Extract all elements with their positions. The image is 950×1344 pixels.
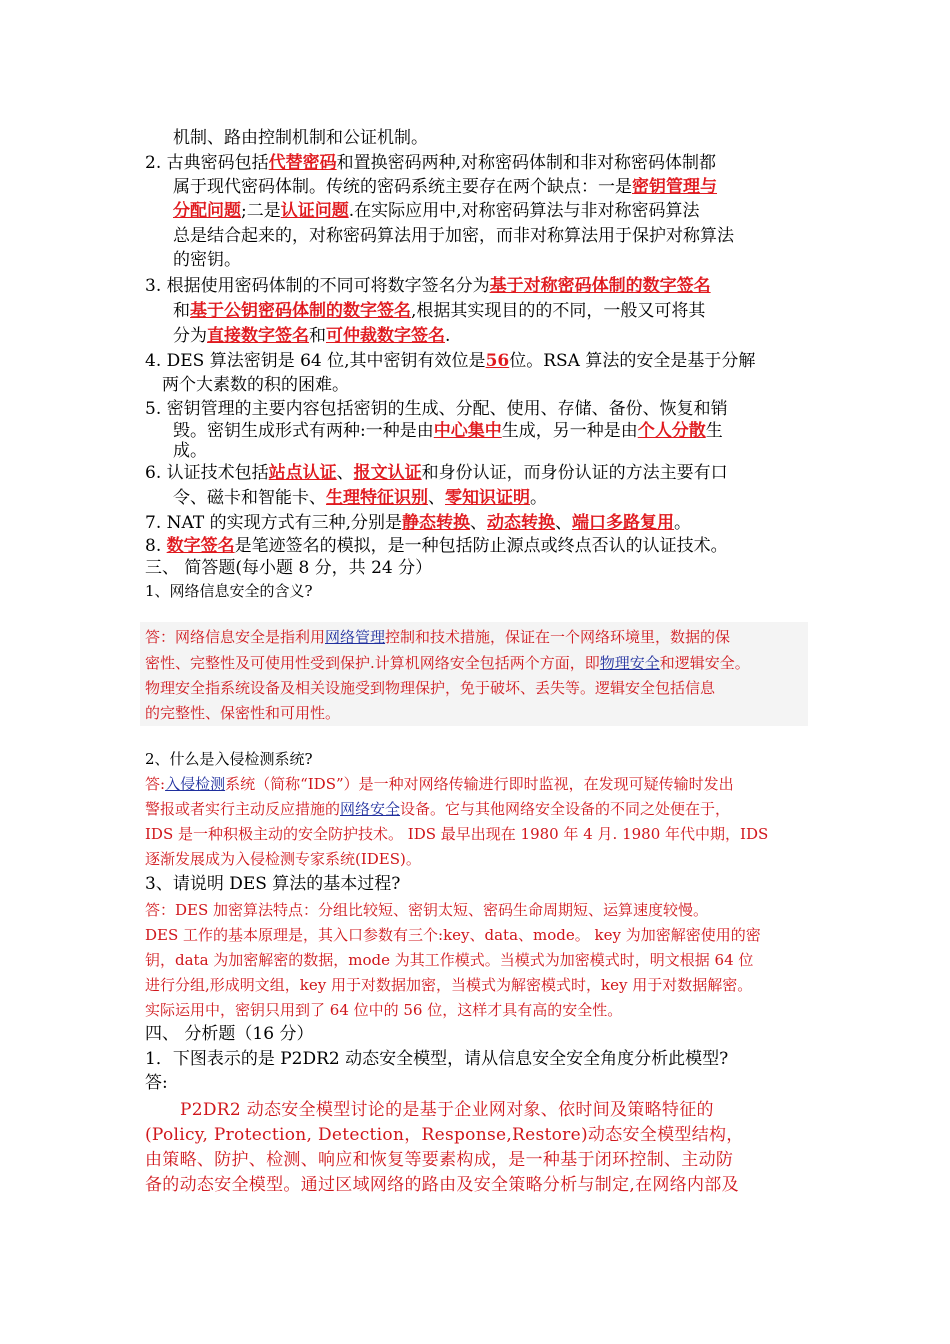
question-text: 、 <box>336 463 354 483</box>
answer-blank: 基于公钥密码体制的数字签名 <box>190 301 411 321</box>
question-number: 7. <box>145 513 162 533</box>
network-security-link[interactable]: 网络安全 <box>340 800 401 818</box>
question-text: 生成，另一种是由 <box>501 421 638 441</box>
question-7-line-1 <box>145 512 691 534</box>
question-3-line-3 <box>173 325 450 347</box>
answer-text: 和逻辑安全。 <box>659 654 750 672</box>
answer-text: 控制和技术措施，保证在一个网络环境里，数据的保 <box>385 628 731 646</box>
question-8-line-1 <box>145 535 728 557</box>
answer-text: 答: <box>145 775 166 793</box>
question-text: 毁。密钥生成形式有两种:一种是由 <box>173 421 434 441</box>
answer-blank: 报文认证 <box>353 463 422 483</box>
answer-3-line-4: 进行分组,形成明文组，key 用于对数据加密，当模式为解密模式时，key 用于对数据解密。 <box>145 976 753 994</box>
question-text: .在实际应用中,对称密码算法与非对称密码算法 <box>348 201 700 221</box>
question-4-line-2: 两个大素数的积的困难。 <box>162 375 349 395</box>
question-3-line-2 <box>173 300 705 322</box>
section-4-question-1: 1．下图表示的是 P2DR2 动态安全模型，请从信息安全安全角度分析此模型? <box>145 1049 729 1069</box>
question-text: 认证技术包括 <box>166 463 269 483</box>
answer-3-line-2: DES 工作的基本原理是，其入口参数有三个:key、data、mode。 key 为加密解密使用的密 <box>145 926 761 944</box>
question-text: 令、磁卡和智能卡、 <box>173 488 326 508</box>
answer-3-line-5: 实际运用中，密钥只用到了 64 位中的 56 位，这样才具有高的安全性。 <box>145 1001 623 1019</box>
question-text: 根据使用密码体制的不同可将数字签名分为 <box>166 276 490 296</box>
question-text: . <box>445 326 451 346</box>
question-text: 和身份认证，而身份认证的方法主要有口 <box>421 463 728 483</box>
question-text: 和置换密码两种,对称密码体制和非对称密码体制都 <box>336 153 717 173</box>
intrusion-detection-link[interactable]: 入侵检测 <box>165 775 226 793</box>
question-text: 古典密码包括 <box>166 153 269 173</box>
answer-text: 密性、完整性及可使用性受到保护.计算机网络安全包括两个方面，即 <box>145 654 600 672</box>
question-number: 6. <box>145 463 162 483</box>
analysis-line-1: P2DR2 动态安全模型讨论的是基于企业网对象、依时间及策略特征的 <box>180 1100 714 1120</box>
question-4-line-1 <box>145 350 755 372</box>
question-text: 生 <box>705 421 723 441</box>
question-text: NAT 的实现方式有三种,分别是 <box>166 513 403 533</box>
network-management-link[interactable]: 网络管理 <box>325 628 386 646</box>
section-4-heading: 四、 分析题（16 分） <box>145 1024 314 1044</box>
answer-blank: 代替密码 <box>268 153 337 173</box>
question-number: 5. <box>145 399 162 419</box>
question-text: 位。RSA 算法的安全是基于分解 <box>509 351 756 371</box>
answer-1-line-1 <box>145 626 730 648</box>
question-text: 、 <box>470 513 488 533</box>
question-6-line-2 <box>173 487 547 509</box>
question-number: 8. <box>145 536 162 556</box>
question-2-line-1 <box>145 152 716 174</box>
question-3-line-1 <box>145 275 711 297</box>
answer-blank: 端口多路复用 <box>572 513 675 533</box>
answer-text: 系统（简称“IDS”）是一种对网络传输进行即时监视，在发现可疑传输时发出 <box>225 775 734 793</box>
answer-blank: 基于对称密码体制的数字签名 <box>489 276 711 296</box>
answer-blank: 可仲裁数字签名 <box>326 326 445 346</box>
question-text: 4. DES 算法密钥是 64 位,其中密钥有效位是 <box>145 351 486 371</box>
physical-security-link[interactable]: 物理安全 <box>599 654 660 672</box>
section-3-question-2: 2、什么是入侵检测系统? <box>145 750 313 768</box>
section-3-question-3: 3、请说明 DES 算法的基本过程? <box>145 874 401 894</box>
question-text: ;二是 <box>241 201 281 221</box>
answer-1-line-4: 的完整性、保密性和可用性。 <box>145 704 341 722</box>
answer-2-line-1 <box>145 773 734 795</box>
question-text: 密钥管理的主要内容包括密钥的生成、分配、使用、存储、备份、恢复和销 <box>166 399 728 419</box>
question-text: 和 <box>173 301 190 321</box>
section-3-heading: 三、 简答题(每小题 8 分，共 24 分） <box>145 558 433 578</box>
question-number: 2. <box>145 153 162 173</box>
answer-3-line-3: 钥，data 为加密解密的数据，mode 为其工作模式。当模式为加密模式时，明文根据 64 位 <box>145 951 754 969</box>
question-5-line-2 <box>173 420 723 442</box>
answer-blank: 中心集中 <box>433 421 502 441</box>
answer-2-line-3: IDS 是一种积极主动的安全防护技术。 IDS 最早出现在 1980 年 4 月. 1980 年代中期，IDS <box>145 825 769 843</box>
answer-blank: 静态转换 <box>402 513 471 533</box>
question-text: 属于现代密码体制。传统的密码系统主要存在两个缺点：一是 <box>173 177 632 197</box>
answer-blank: 动态转换 <box>487 513 556 533</box>
question-2-line-5: 的密钥。 <box>173 250 241 270</box>
answer-blank: 数字签名 <box>166 536 235 556</box>
answer-blank: 密钥管理与 <box>632 177 717 197</box>
section-4-answer-label: 答: <box>145 1073 168 1093</box>
answer-blank: 生理特征识别 <box>326 488 428 508</box>
answer-2-line-4: 逐渐发展成为入侵检测专家系统(IDES)。 <box>145 850 421 868</box>
section-3-question-1: 1、网络信息安全的含义? <box>145 582 313 600</box>
answer-2-line-2 <box>145 798 730 820</box>
question-text: 分为 <box>173 326 207 346</box>
answer-text: 答：网络信息安全是指利用 <box>145 628 326 646</box>
line-continuation: 机制、路由控制机制和公证机制。 <box>173 128 428 148</box>
question-2-line-3 <box>173 200 700 222</box>
question-5-line-3: 成。 <box>173 441 207 461</box>
answer-3-line-1: 答：DES 加密算法特点：分组比较短、密钥太短、密码生命周期短、运算速度较慢。 <box>145 901 709 919</box>
question-2-line-4: 总是结合起来的，对称密码算法用于加密，而非对称算法用于保护对称算法 <box>173 226 734 246</box>
answer-text: 设备。它与其他网络安全设备的不同之处便在于， <box>400 800 731 818</box>
question-6-line-1 <box>145 462 728 484</box>
question-text: ,根据其实现目的的不同，一般又可将其 <box>411 301 706 321</box>
question-text: 。 <box>674 513 692 533</box>
answer-blank: 认证问题 <box>280 201 349 221</box>
question-text: 和 <box>309 326 326 346</box>
answer-1-line-2 <box>145 652 750 674</box>
question-number: 3. <box>145 276 162 296</box>
answer-blank: 个人分散 <box>637 421 706 441</box>
answer-1-line-3: 物理安全指系统设备及相关设施受到物理保护，免于破坏、丢失等。逻辑安全包括信息 <box>145 679 716 697</box>
analysis-line-4: 备的动态安全模型。通过区域网络的路由及安全策略分析与制定,在网络内部及 <box>145 1175 739 1195</box>
answer-blank: 分配问题 <box>173 201 241 221</box>
question-5-line-1 <box>145 398 728 420</box>
answer-text: 警报或者实行主动反应措施的 <box>145 800 341 818</box>
analysis-line-3: 由策略、防护、检测、响应和恢复等要素构成，是一种基于闭环控制、主动防 <box>145 1150 734 1170</box>
answer-blank: 零知识证明 <box>445 488 530 508</box>
analysis-line-2: (Policy, Protection, Detection，Response,Restore)动态安全模型结构， <box>145 1125 744 1145</box>
question-text: 。 <box>530 488 547 508</box>
question-2-line-2 <box>173 176 717 198</box>
answer-blank: 直接数字签名 <box>207 326 309 346</box>
answer-blank: 56 <box>485 351 510 371</box>
answer-blank: 站点认证 <box>268 463 337 483</box>
question-text: 是笔迹签名的模拟，是一种包括防止源点或终点否认的认证技术。 <box>234 536 728 556</box>
question-text: 、 <box>555 513 573 533</box>
question-text: 、 <box>428 488 445 508</box>
